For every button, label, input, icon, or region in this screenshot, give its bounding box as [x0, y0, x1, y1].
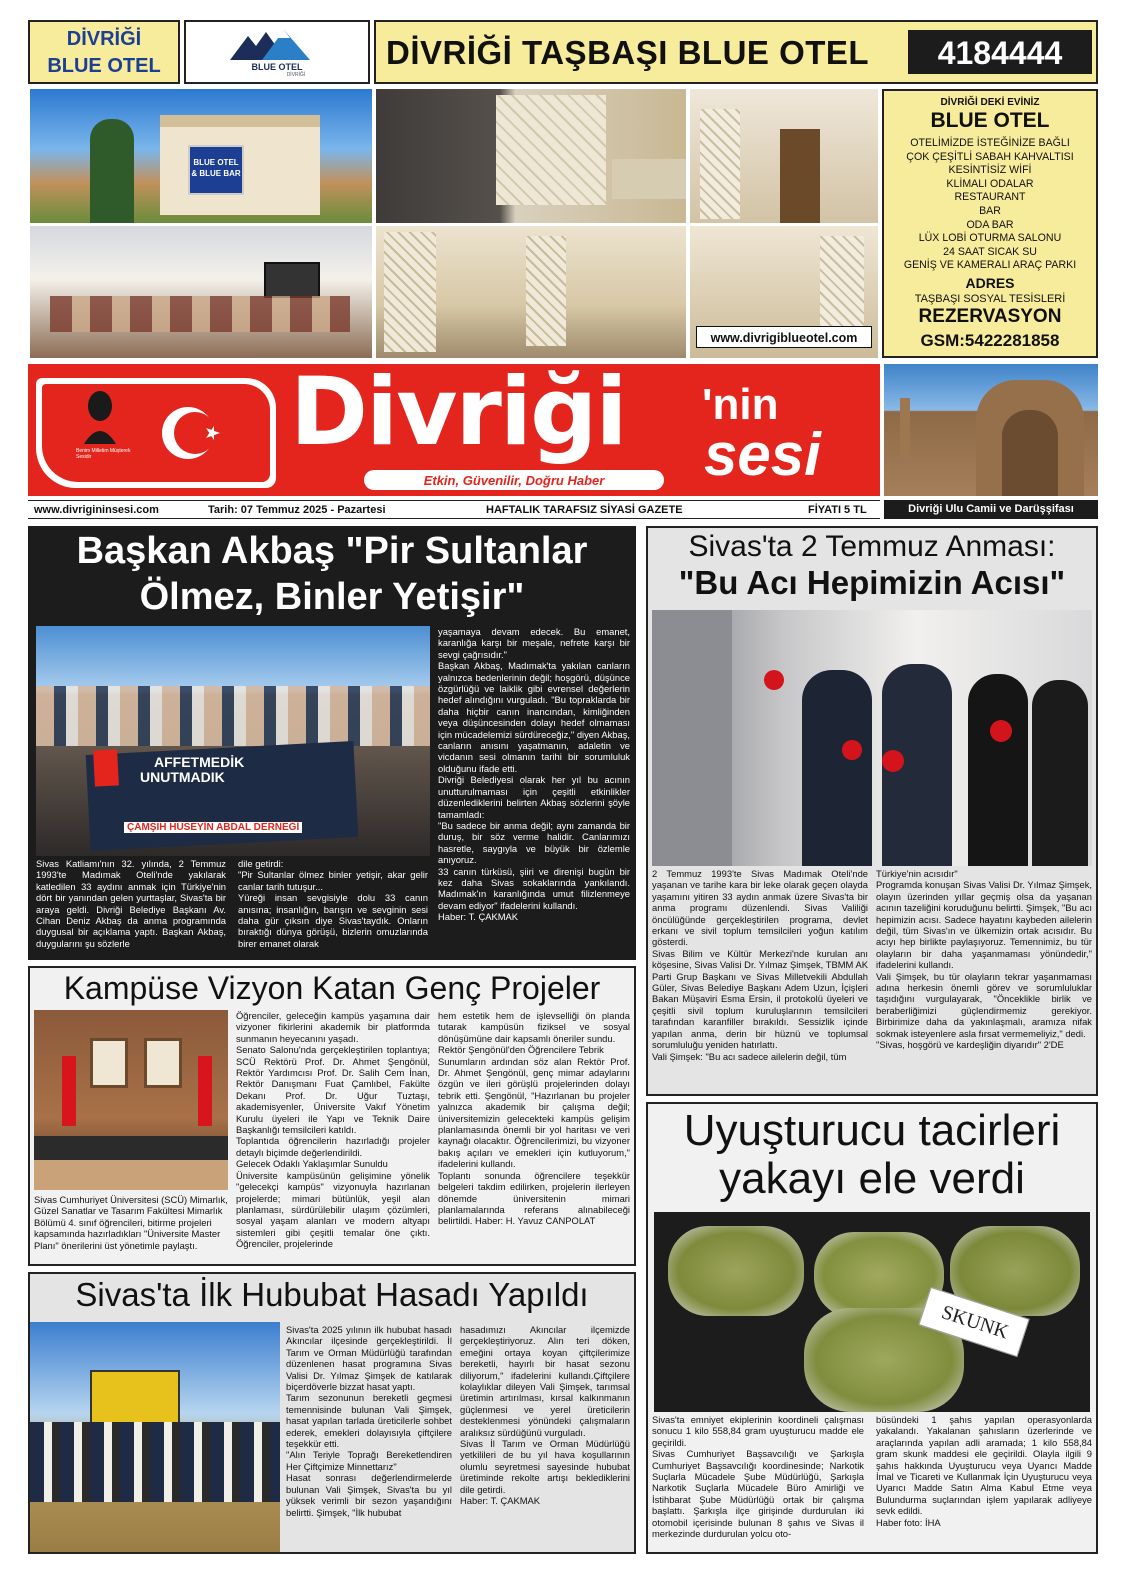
- banner-line1: AFFETMEDİK: [154, 754, 245, 770]
- paper-website[interactable]: www.divrigininsesi.com: [34, 504, 159, 516]
- camii-caption-bar: [884, 500, 1098, 519]
- anma-crowd-photo: [36, 626, 430, 856]
- hotel-brand-logo: [184, 20, 370, 84]
- paper-name-second: sesi: [704, 421, 821, 488]
- banner-org: ÇAMŞIH HÜSEYİN ABDAL DERNEĞİ: [124, 822, 302, 833]
- article-uyusturucu-col1: Sivas'ta emniyet ekiplerinin koordineli çalışması sonucu 1 kilo 558,84 gram uyuşturucu madde ele geçirildi. Sivas Cumhuriyet Başsavcılığı ve Şarkışla Cumhuriyet Başsavcılığı koordinesinde; Narkotik Suçlarla Mücadele Şube Müdürlüğü, Şarkışla Narkotik Suçlarla Mücadele Büro Amirliği ve İstihbarat Şube Müdürlüğü ortak bir çalışma başlattı. Şarkışla ilçe girişinde durdurulan iki otomobil içerisinde bulunan 8 şahıs ve Sivas il merkezinde durdurulan yolcu oto-: [652, 1414, 864, 1540]
- paper-price: FİYATI 5 TL: [808, 504, 867, 516]
- article-akbas-col2: dile getirdi: "Pir Sultanlar ölmez binler yetişir, akar gelir canlar tarih tutuşur... Yüreği insan sevgisiyle dolu 33 canın anısına; insanlığın, barışın ve sevginin sesi daha gür çıksın diye Sivas'taydık. Onların bıraktığı dünya görüşü, bizlerin omuzlarında birer emanet olarak: [238, 858, 428, 949]
- feature-item: ÇOK ÇEŞİTLİ SABAH KAHVALTISI: [906, 150, 1074, 163]
- ataturk-caption: Benim Milletim Müşterek Sesidir: [76, 448, 131, 460]
- ulu-camii-photo: [884, 364, 1098, 496]
- hotel-phone-badge: [908, 30, 1092, 74]
- feature-item: OTELİMİZDE İSTEĞİNİZE BAĞLI: [910, 137, 1070, 149]
- hotel-brand-text: BLUE OTEL: [251, 62, 303, 72]
- paper-date: Tarih: 07 Temmuz 2025 - Pazartesi: [208, 504, 386, 516]
- hotel-room-photo: [376, 89, 686, 223]
- hotel-address-label: ADRES: [965, 275, 1015, 291]
- masthead: [28, 358, 880, 496]
- hotel-gsm[interactable]: GSM:5422281858: [920, 331, 1060, 350]
- hotel-feature-list: [884, 137, 1096, 273]
- article-anma-col1: 2 Temmuz 1993'te Sivas Madımak Oteli'nde yaşanan ve tarihe kara bir leke olarak geçen olayda yaşamını yitiren 33 aydın anmak üzere Sivas'ta bir anma programı düzenlendi. Sivas Valiliği öncülüğünde gerçekleştirilen programa, devlet erkanı ve sivil toplum temsilcileri yoğun katılım gösterdi. Sivas Bilim ve Kültür Merkezi'nde kurulan anı köşesine, Sivas Valisi Dr. Yılmaz Şimşek, TBMM AK Parti Grup Başkanı ve Sivas Milletvekili Abdullah Güler, Sivas Belediye Başkanı Adem Uzun, İçişleri Bakan Müşaviri Esma Ersin, il protokolü üyeleri ve çeşitli sivil toplum kuruluşlarının temsilcileri tarafından karanfiller bırakıldı. Sessizlik içinde yapılan anma, derin bir hüznü ve toplumsal sorumluluğu yeniden hatırlattı. Vali Şimşek: "Bu acı sadece ailelerin değil, tüm: [652, 868, 868, 1062]
- info-bar: [28, 500, 880, 519]
- hotel-logo-line1: DİVRİĞİ: [66, 28, 142, 50]
- article-akbas-col1: Sivas Katliamı'nın 32. yılında, 2 Temmuz 1993'te Madımak Oteli'nde yakılarak katledilen 33 aydını anmak için Türkiye'nin dört bir yanından gelen yurttaşlar, Sivas'ta bir araya geldi. Divriği Belediye Başkanı Av. Cihan Deniz Akbaş da anma programında duygusal bir açıklama yaptı. Başkan Akbaş, duygularını şu sözlerle: [36, 858, 226, 949]
- hotel-address: TAŞBAŞI SOSYAL TESİSLERİ: [914, 293, 1066, 305]
- article-uyusturucu-col2: büsündeki 1 şahıs yapılan operasyonlarda yakalandı. Yakalanan şahısların üzerlerinde ve araçlarında yapılan adli aramada; 1 kilo 558,84 gram skunk maddesi ele geçirildi. Olayla ilgili 9 şahıs hakkında Uyuşturucu veya Uyarıcı Madde İmal ve Ticareti ve Kullanmak İçin Uyuşturucu veya Uyarıcı Madde Satın Alma Kabul Etme veya Bulundurma suçlarından işlem yapılarak adliyeye sevk edildi. Haber foto: İHA: [876, 1414, 1092, 1528]
- feature-item: LÜX LOBİ OTURMA SALONU: [918, 232, 1062, 245]
- feature-item: GENİŞ VE KAMERALI ARAÇ PARKI: [903, 259, 1077, 272]
- slogan-strip: [364, 470, 664, 490]
- senate-meeting-photo: [34, 1010, 228, 1190]
- hotel-photo-sign: BLUE OTEL & BLUE BAR: [191, 158, 241, 178]
- hotel-logo-box: [28, 20, 180, 84]
- hotel-features-box: [882, 89, 1098, 358]
- feature-item: KESİNTİSİZ WİFİ: [948, 164, 1032, 177]
- paper-name-suffix: 'nin: [702, 380, 779, 429]
- hotel-brand-sub: DİVRİĞİ: [286, 72, 306, 78]
- feature-item: BAR: [979, 204, 1001, 217]
- seized-drugs-photo: [654, 1212, 1090, 1412]
- ataturk-portrait-icon: [80, 388, 120, 444]
- article-akbas-title-2: Ölmez, Binler Yetişir": [139, 576, 525, 618]
- hotel-website[interactable]: www.divrigiblueotel.com: [710, 331, 858, 345]
- hotel-headline: DİVRİĞİ TAŞBAŞI BLUE OTEL: [386, 34, 870, 71]
- article-hasat-col1: Sivas'ta 2025 yılının ilk hububat hasadı Akıncılar ilçesinde gerçekleştirildi. İl Tarım ve Orman Müdürlüğü tarafından düzenlenen hasat programına Sivas Valisi Dr. Yılmaz Şimşek de katılarak biçerdöverle bizzat hasat yaptı. Tarım sezonunun bereketli geçmesi temennisinde bulunan Vali Şimşek, hasat yapılan tarlada üreticilerle sohbet ederek, emekleri dolayısıyla çiftçilere teşekkür etti. "Alın Teriyle Toprağı Bereketlendiren Her Çiftçimize Minnettarız" Hasat sonrası değerlendirmelerde bulunan Vali Şimşek, Sivas'ta bu yıl yüksek verimli bir sezon yaşandığını belirtti. Şimşek, "İlk hububat: [286, 1324, 452, 1518]
- hotel-exterior-photo: [30, 89, 372, 223]
- slogan: Etkin, Güvenilir, Doğru Haber: [423, 473, 605, 488]
- article-hasat-title: Sivas'ta İlk Hububat Hasadı Yapıldı: [75, 1276, 589, 1313]
- hotel-headline-box: [374, 20, 1098, 84]
- article-uyusturucu-title-1: Uyuşturucu tacirleri: [683, 1106, 1061, 1155]
- article-hasat-col2: hasadımızı Akıncılar ilçemizde gerçekleştiriyoruz. Alın teri döken, emeğini ortaya koyan çiftçilerimize bereketli, hayırlı bir hasat sezonu diliyorum," ifadelerini kullandı.Çiftçilere kolaylıklar dileyen Vali Şimşek, tarımsal üretimin artırılması, kırsal kalkınmanın güçlenmesi ve yerel üreticilerin desteklenmesi yönündeki çalışmaların aralıksız sürdüğünü vurguladı. Sivas İl Tarım ve Orman Müdürlüğü yetkilileri de bu yıl hava koşullarının olumlu seyretmesi sayesinde hububat üretiminde rekolte artışı beklediklerini dile getirdi. Haber: T. ÇAKMAK: [460, 1324, 630, 1507]
- anma-ceremony-photo: [652, 610, 1092, 866]
- hotel-phone: 4184444: [937, 35, 1063, 71]
- article-kampus: [28, 966, 636, 1266]
- article-anma-title-2: "Bu Acı Hepimizin Acısı": [678, 564, 1066, 601]
- camii-caption: Divriği Ulu Camii ve Darüşşifası: [908, 503, 1074, 515]
- hotel-reservation-label: REZERVASYON: [918, 306, 1062, 327]
- article-uyusturucu-title-2: yakayı ele verdi: [719, 1154, 1025, 1203]
- article-kampus-title: Kampüse Vizyon Katan Genç Projeler: [63, 970, 601, 1006]
- feature-item: RESTAURANT: [954, 191, 1026, 204]
- feature-item: KLİMALI ODALAR: [946, 177, 1034, 190]
- article-akbas-col3: yaşamaya devam edecek. Bu emanet, karanlığa karşı bir meşale, nefrete karşı bir sevgi çağrısıdır." Başkan Akbaş, Madımak'ta yakılan canların yalnızca bedenlerinin değil; hoşgörü, düşünce özgürlüğü ve laiklik gibi evrensel değerlerin hedef alındığını vurguladı. "Bu topraklarda bir daha hiçbir canın inancından, kimliğinden veya düşüncesinden dolayı hedef olmaması için mücadelemizi sürdüreceğiz," diyen Akbaş, canların anısını yaşatmanın, adaletin ve vicdanın sesi olmanın tarihi bir sorumluluk olduğunu ifade etti. Divriği Belediyesi olarak her yıl bu acının unutturulmaması için çeşitli etkinlikler düzenlediklerini belirten Akbaş sözlerini şöyle tamamladı: "Bu sadece bir anma değil; aynı zamanda bir duruş, bir söz verme halidir. Canlarımızı hasretle, saygıyla ve büyük bir özlemle anıyoruz. 33 canın türküsü, şiiri ve direnişi bugün bir kez daha Sivas sokaklarında yankılandı. Madımak'ın karanlığında umut filizlenmeye devam ediyor" ifadelerini kullandı. Haber: T. ÇAKMAK: [438, 626, 630, 923]
- hotel-logo-line2: BLUE OTEL: [47, 55, 161, 77]
- article-hasat: [28, 1272, 636, 1554]
- harvest-photo: [30, 1322, 280, 1552]
- feature-item: ODA BAR: [966, 218, 1014, 231]
- skunk-sign: SKUNK: [938, 1301, 1012, 1344]
- feature-item: 24 SAAT SICAK SU: [943, 245, 1037, 258]
- banner-line2: UNUTMADIK: [140, 769, 225, 785]
- article-kampus-col2: hem estetik hem de işlevselliği ön planda tutarak kampüsün fiziksel ve sosyal dönüşümüne dair kapsamlı öneriler sundu. Rektör Şengönül'den Öğrencilere Tebrik Sunumların ardından söz alan Rektör Prof. Dr. Ahmet Şengönül, genç mimar adaylarını özgün ve ileri görüşlü projelerinden dolayı tebrik etti. Şengönül, "Hazırlanan bu projeler yalnızca akademik bir çalışma değil; üniversitemizin gelecekteki kampüs gelişim planlamasında önemli bir yol haritası ve veri kaynağı olacaktır. Öğrencilerimizi, bu vizyoner bakış açıları ve emekleri için kutluyorum," ifadelerini kullandı. Toplantı sonunda öğrencilere teşekkür belgeleri takdim edilirken, projelerin ilerleyen dönemde üniversitenin mimari planlamalarında referans alınabileceği belirtildi. Haber: H. Yavuz CANPOLAT: [438, 1010, 630, 1227]
- article-anma: [646, 526, 1098, 1096]
- paper-tagline: HAFTALIK TARAFSIZ SİYASİ GAZETE: [486, 504, 683, 516]
- article-anma-title-1: Sivas'ta 2 Temmuz Anması:: [688, 530, 1056, 563]
- hotel-side-title: BLUE OTEL: [930, 109, 1050, 132]
- hotel-hall-photo: [690, 89, 878, 223]
- article-akbas-title-1: Başkan Akbaş "Pir Sultanlar: [76, 530, 588, 572]
- article-akbas: [28, 526, 636, 960]
- article-kampus-col1: Öğrenciler, geleceğin kampüs yaşamına dair vizyoner fikirlerini akademik bir platformda sunmanın heyecanını yaşadı. Senato Salonu'nda gerçekleştirilen toplantıya; SCÜ Rektörü Prof. Dr. Ahmet Şengönül, Rektör Yardımcısı Prof. Dr. Salih Cem İnan, Rektör Danışmanı Fuat Çamlıbel, Fakülte Dekanı Prof. Dr. Uğur Tuztaşı, akademisyenler, Üniversite Vakıf Yönetim Kurulu üyeleri ile Yapı ve Teknik Daire Başkanlığı temsilcileri katıldı. Toplantıda öğrencilerin hazırladığı projeler detaylı biçimde değerlendirildi. Gelecek Odaklı Yaklaşımlar Sunuldu Üniversite kampüsünün gelişimine yönelik "gelecekçi kampüs" vizyonuyla hazırlanan projelerde; mimari bütünlük, yeşil alan planlaması, sürdürülebilir ulaşım çözümleri, sosyal yaşam alanları ve modern altyapı sistemleri gibi çeşitli temalar öne çıktı. Öğrenciler, projelerinde: [236, 1010, 430, 1250]
- article-uyusturucu: [646, 1102, 1098, 1554]
- hotel-side-intro: DİVRİĞİ DEKİ EVİNİZ: [940, 97, 1040, 108]
- crescent-star-icon: [158, 398, 238, 468]
- mountain-logo-icon: [226, 26, 330, 62]
- hotel-corridor-photo: [376, 226, 686, 358]
- article-kampus-caption: Sivas Cumhuriyet Üniversitesi (SCÜ) Mimarlık, Güzel Sanatlar ve Tasarım Fakültesi Mimarlık Bölümü 4. sınıf öğrencileri, bitirme projeleri kapsamında hazırladıkları "Üniversite Master Planı" önerilerini üst yönetimle paylaştı.: [34, 1194, 228, 1251]
- hotel-desk-photo: [690, 226, 878, 358]
- paper-name: Divriği: [290, 358, 626, 467]
- article-anma-col2: Türkiye'nin acısıdır" Programda konuşan Sivas Valisi Dr. Yılmaz Şimşek, olayın üzerinden yıllar geçmiş olsa da yaşanan acının tazeliğini koruduğunu belirtti. Şimşek, "Bu acı hepimizin acısı. Sadece hayatını kaybeden ailelerin değil, tüm Sivas'ın ve ülkemizin ortak acısıdır. Bu acıyı hep birlikte paylaşıyoruz. Temennimiz, bu tür olayların bir daha yaşanmaması yönündedir," ifadelerini kullandı. Vali Şimşek, bu tür olayların tekrar yaşanmaması adına herkesin önemli görev ve sorumluluklar taşıdığını vurgulayarak, "Önceklikle birlik ve beraberliğimizi güçlendirmemiz gerekiyor. Birbirimize daha da yakınlaşmalı, aramıza nifak sokmak isteyenlere asla fırsat vermemeliyiz," dedi. "Sivas, hoşgörü ve kardeşliğin diyarıdır" 2'DE: [876, 868, 1092, 1051]
- hotel-lobby-photo: [30, 226, 372, 358]
